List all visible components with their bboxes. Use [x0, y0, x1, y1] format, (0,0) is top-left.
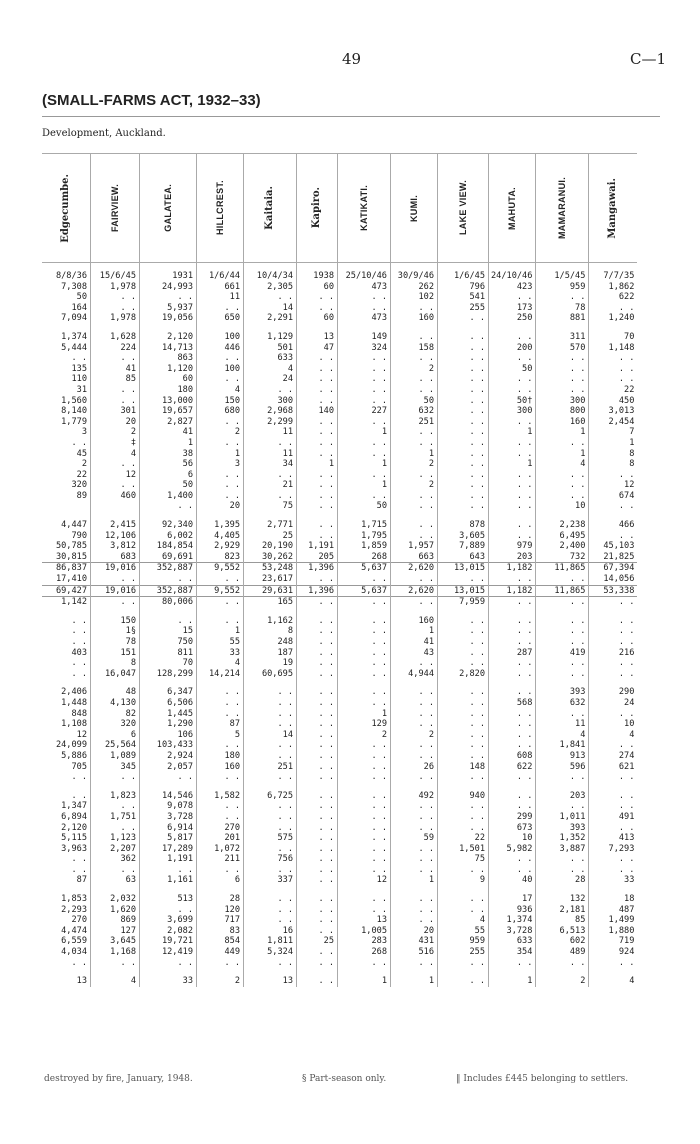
- table-cell: 18 487 1,499 1,880 719 924 . .: [589, 894, 638, 968]
- data-table: [42, 153, 637, 987]
- table-cell: 1: [338, 976, 391, 987]
- table-cell: . . . . . . . . . . . . . . . . 12: [338, 791, 391, 886]
- table-cell: 2,406 1,448 848 1,108 12 24,099 5,886 705 . .: [55, 687, 87, 783]
- table-cell: 92,340 6,002 184,854 69,691: [140, 520, 197, 563]
- table-cell: 290 24 . . 10 4 . . 274 621 . .: [589, 687, 638, 782]
- table-cell: . . . . 1,191 205: [297, 520, 338, 563]
- column-header: [297, 154, 338, 263]
- table-cell: 1/6/44 661 11 . . 650: [197, 271, 244, 324]
- table-cell: 11,865 . .: [536, 563, 589, 585]
- table-cell: 7,959: [438, 597, 489, 608]
- table-cell: 1,395 4,405 2,929 823: [197, 520, 244, 563]
- table-cell: 28 120 717 83 854 449 . .: [197, 894, 244, 968]
- table-cell: 1: [489, 976, 536, 987]
- column-header-label: Mangawai.: [607, 177, 619, 239]
- table-cell: 100 446 . . 100 . . 4 150 680 . . 2 . . 1 3 . . . . . . 20: [197, 332, 244, 512]
- table-row: [42, 791, 637, 886]
- column-header-label: GALATEA.: [162, 184, 173, 232]
- column-header: [42, 154, 91, 263]
- table-row: [42, 597, 637, 608]
- table-cell: 1931 24,993 . . 5,937 19,056: [140, 271, 197, 324]
- table-cell: . . . . . . . . . . . . . . 148 . .: [438, 687, 489, 782]
- table-cell: 492 . . . . . . 59 . . . . . . 1: [391, 791, 438, 886]
- table-cell: . .: [91, 597, 140, 608]
- table-cell: . . 15 750 811 70 128,299: [140, 616, 197, 680]
- table-cell: 940 . . . . . . 22 1,501 75 . . 9: [438, 791, 489, 886]
- table-cell: . . . . 491 . . 413 7,293 . . . . 33: [589, 791, 638, 886]
- table-cell: . . . . . . 419 . . . .: [536, 616, 589, 680]
- table-cell: . . 1 55 33 4 14,214: [197, 616, 244, 680]
- table-cell: 14,546 9,078 3,728 6,914 5,817 17,289 1,191 . . 1,161: [140, 791, 197, 886]
- table-cell: 8/8/36 7,308 50 164 7,094: [55, 271, 87, 324]
- table-cell: 17 936 1,374 3,728 633 354 . .: [489, 894, 536, 968]
- table-cell: . .: [489, 597, 536, 608]
- table-cell: . . . . 299 673 10 5,982 . . . . 40: [489, 791, 536, 886]
- column-header-label: MAMARANUI.: [557, 177, 568, 239]
- column-header: [391, 154, 438, 263]
- table-cell: 1,628 224 . . 41 85 . . . . 301 20 2 ‡ 4 . . 12 . . 460: [91, 332, 140, 512]
- table-cell: 70 1,148 . . . . . . 22 450 3,013 2,454 7 1 8 8 . . 12 674 . .: [589, 332, 638, 512]
- table-cell: . .: [297, 976, 338, 987]
- table-cell: . . 568 . . . . . . . . 608 622 . .: [489, 687, 536, 782]
- table-cell: 1/5/45 959 . . 78 881: [536, 271, 589, 324]
- table-row: [42, 271, 637, 324]
- table-row: [42, 616, 637, 680]
- table-cell: . . . . . . 216 . . . .: [589, 616, 638, 680]
- table-cell: . . . . . . . . 2 . . . . 26 . .: [391, 687, 438, 782]
- table-cell: 4,447 790 50,785 30,815: [55, 520, 87, 562]
- page-number: 49: [342, 50, 362, 68]
- footnote-fire: destroyed by fire, January, 1948.: [44, 1074, 193, 1084]
- table-cell: 53,248 23,617: [244, 563, 297, 585]
- table-cell: 132 2,181 85 6,513 602 489 . .: [536, 894, 589, 968]
- table-cell: 2: [197, 976, 244, 987]
- column-header-label: LAKE VIEW.: [457, 180, 468, 236]
- table-cell: 1938 60 . . . . 60: [297, 271, 338, 324]
- table-row: [42, 687, 637, 782]
- table-cell: . . . . . . . . 25 . . . .: [297, 894, 338, 968]
- row-spacer: [42, 783, 637, 791]
- table-cell: 19,016: [91, 585, 140, 597]
- row-spacer: [42, 968, 637, 976]
- table-cell: 33: [140, 976, 197, 987]
- table-cell: 311 570 . . . . . . . . 300 800 160 1 . . 1 4 . . . . . . 10: [536, 332, 589, 512]
- row-spacer: [42, 263, 637, 272]
- table-cell: 1,162 8 248 187 19 60,695: [244, 616, 297, 680]
- table-cell: 4: [589, 976, 638, 987]
- table-cell: 13 47 . . . . . . . . . . 140 . . . . . . . . 1 . . . . . . . .: [297, 332, 338, 512]
- table-cell: 352,887: [140, 585, 197, 597]
- table-cell: 29,631: [244, 585, 297, 597]
- table-cell: 9,552 . .: [197, 563, 244, 585]
- table-cell: . . . . . . 16 1,811 5,324 . .: [244, 894, 297, 968]
- row-spacer: [42, 886, 637, 894]
- table-cell: 6,725 . . . . . . 575 . . 756 . . 337: [244, 791, 297, 886]
- table-cell: . .: [297, 597, 338, 608]
- page-title: (SMALL-FARMS ACT, 1932–33): [42, 92, 261, 109]
- column-header-label: Kapiro.: [310, 187, 322, 229]
- table-cell: . . . . . . . . . . . . . . . . . . . . . . . . . . . . . . . . . .: [438, 332, 489, 512]
- row-spacer: [42, 512, 637, 520]
- table-cell: 13,015: [438, 585, 489, 597]
- table-cell: 1,823 . . 1,751 . . 1,123 2,207 362 . . 63: [91, 791, 140, 886]
- footnote-settlers: ‖ Includes £445 belonging to settlers.: [456, 1074, 629, 1084]
- table-cell: 1,582 . . . . 270 201 1,072 211 . . 6: [197, 791, 244, 886]
- table-cell: 393 632 . . 11 4 1,841 913 596 . .: [536, 687, 589, 782]
- table-cell: 1: [391, 976, 438, 987]
- table-cell: 30/9/46 262 102 . . 160: [391, 271, 438, 324]
- column-header-label: FAIRVIEW.: [109, 183, 120, 233]
- title-rule: [42, 116, 660, 117]
- table-cell: 1,853 2,293 270 4,474 6,559 4,034 . .: [61, 894, 87, 968]
- table-cell: 1,396 . .: [297, 563, 338, 585]
- table-cell: 4: [91, 976, 140, 987]
- column-header: [91, 154, 140, 263]
- table-cell: . . 158 . . 2 . . . . 50 632 251 . . . . 1 2 . . 2 . . . .: [391, 332, 438, 512]
- table-cell: 24/10/46 423 . . 173 250: [489, 271, 536, 324]
- table-cell: 7/7/35 1,862 622 . . 1,240: [589, 271, 638, 324]
- table-cell: 25/10/46 473 . . . . 473: [338, 271, 391, 324]
- table-cell: 165: [244, 597, 297, 608]
- table-cell: . .: [338, 597, 391, 608]
- table-cell: 5,637: [338, 585, 391, 597]
- table-cell: . . . . . . . . . . . . . . . . . .: [297, 791, 338, 886]
- column-header-label: Kaitaia.: [263, 186, 275, 230]
- table-cell: 10/4/34 2,305 . . 14 2,291: [244, 271, 297, 324]
- table-cell: 2,620: [391, 585, 438, 597]
- table-cell: . . . . . . . . . . . .: [338, 616, 391, 680]
- table-cell: 69,427: [42, 585, 91, 597]
- table-cell: . . . . . . . . . . . .: [297, 616, 338, 680]
- table-cell: . . . . 979 203: [489, 520, 536, 563]
- table-cell: 2,620 . .: [391, 563, 438, 585]
- table-cell: 1,182 . .: [489, 563, 536, 585]
- page-code: C—1: [630, 50, 667, 68]
- table-cell: 48 4,130 82 320 6 25,564 1,089 345 . .: [91, 687, 140, 782]
- table-cell: . . . . . . . . . . . . . . . . . .: [297, 687, 338, 782]
- table-cell: 2,032 1,620 869 127 3,645 1,168 . .: [91, 894, 140, 968]
- table-cell: 6,347 6,506 1,445 1,290 106 103,433 2,924 2,057 . .: [140, 687, 197, 782]
- footnote-part-season: § Part-season only.: [302, 1074, 387, 1084]
- table-cell: 466 . . 45,103 21,825: [589, 520, 638, 563]
- table-cell: . . . . . . . . . . 2,820: [438, 616, 489, 680]
- row-spacer: [42, 608, 637, 616]
- table-cell: 9,552: [197, 585, 244, 597]
- table-cell: . . . . 13 1,005 283 268 . .: [338, 894, 391, 968]
- table-cell: 19,016 . .: [91, 563, 140, 585]
- table-cell: . . . . 4 55 959 255 . .: [438, 894, 489, 968]
- table-cell: 1,182: [489, 585, 536, 597]
- row-spacer: [42, 324, 637, 332]
- table-cell: 13: [76, 976, 87, 987]
- section-subtitle: Development, Auckland.: [42, 128, 166, 139]
- table-cell: 203 . . 1,011 393 1,352 3,887 . . . . 28: [536, 791, 589, 886]
- table-cell: . . 1,347 6,894 2,120 5,115 3,963 . . . . 87: [61, 790, 87, 886]
- table-cell: 2,120 14,713 863 1,120 60 180 13,000 19,657 2,827 41 1 38 56 6 50 1,400 . .: [140, 332, 197, 512]
- table-cell: 1,396: [297, 585, 338, 597]
- table-cell: 513 . . 3,699 2,082 19,721 12,419 . .: [140, 894, 197, 968]
- table-cell: 15/6/45 1,978 . . . . 1,978: [91, 271, 140, 324]
- column-header: [244, 154, 297, 263]
- column-header-label: HILLCREST.: [214, 180, 225, 236]
- table-cell: 86,837 17,410: [42, 563, 91, 585]
- table-cell: 352,887 . .: [140, 563, 197, 585]
- table-cell: 149 324 . . . . . . . . . . 227 . . 1 . . . . 1 . . 1 . . 50: [338, 332, 391, 512]
- table-cell: 1,142: [42, 597, 91, 608]
- table-cell: 1,374 5,444 . . 135 110 31 1,560 8,140 1,779 3 . . 45 2 22 320 89: [61, 331, 87, 501]
- column-header: [140, 154, 197, 263]
- table-cell: . .: [438, 976, 489, 987]
- table-cell: . . . . . . 20 431 516 . .: [391, 894, 438, 968]
- table-cell: . .: [197, 597, 244, 608]
- table-cell: . . . . 1 129 2 . . . . . . . .: [338, 687, 391, 782]
- table-cell: . .: [589, 597, 638, 608]
- table-row: [42, 894, 637, 968]
- table-cell: . .: [536, 597, 589, 608]
- table-cell: 150 1§ 78 151 8 16,047: [91, 616, 140, 680]
- table-row: [42, 332, 637, 512]
- table-cell: 160 1 41 43 . . 4,944: [391, 616, 438, 680]
- table-cell: 13: [244, 976, 297, 987]
- table-cell: . . . . . . 287 . . . .: [489, 616, 536, 680]
- table-cell: 53,338: [589, 585, 638, 597]
- table-cell: 1,129 501 633 4 24 . . 300 2,968 2,299 11 . . 11 34 . . 21 . . 75: [244, 332, 297, 512]
- row-spacer: [42, 679, 637, 687]
- table-cell: 2: [536, 976, 589, 987]
- table-cell: . . . . 1,957 663: [391, 520, 438, 563]
- table-cell: . . . . . . 87 5 . . 180 160 . .: [197, 687, 244, 782]
- table-cell: 1,715 1,795 1,859 268: [338, 520, 391, 563]
- table-row: [42, 585, 637, 597]
- column-header: [338, 154, 391, 263]
- table-cell: . . 200 . . 50 . . . . 50† 300 . . 1 . . . . 1 . . . . . . . .: [489, 332, 536, 512]
- column-header-label: KUMI.: [408, 194, 419, 222]
- table-cell: 2,771 25 20,190 30,262: [244, 520, 297, 563]
- table-cell: 1/6/45 796 541 255 . .: [438, 271, 489, 324]
- table-cell: 80,006: [140, 597, 197, 608]
- table-row: [42, 520, 637, 563]
- column-header-label: KATIKATI.: [358, 185, 369, 231]
- column-header: [536, 154, 589, 263]
- column-header-label: MAHUTA.: [506, 186, 517, 230]
- table-row: [42, 976, 637, 987]
- table-cell: . .: [391, 597, 438, 608]
- column-header: [589, 154, 638, 263]
- table-cell: . . . . . . . . 14 . . . . 251 . .: [244, 687, 297, 782]
- table-cell: 2,238 6,495 2,400 732: [536, 520, 589, 563]
- column-header-label: Edgecumbe.: [59, 173, 71, 243]
- table-cell: 878 3,605 7,889 643: [438, 520, 489, 563]
- table-cell: 11,865: [536, 585, 589, 597]
- table-cell: 5,637 . .: [338, 563, 391, 585]
- table-cell: 2,415 12,106 3,812 683: [91, 520, 140, 563]
- table-cell: 67,394 14,056: [589, 563, 638, 585]
- column-header: [197, 154, 244, 263]
- column-header: [438, 154, 489, 263]
- table-row: [42, 563, 637, 585]
- table-cell: . . . . . . 403 . . . .: [71, 615, 87, 679]
- column-header: [489, 154, 536, 263]
- table-cell: 13,015 . .: [438, 563, 489, 585]
